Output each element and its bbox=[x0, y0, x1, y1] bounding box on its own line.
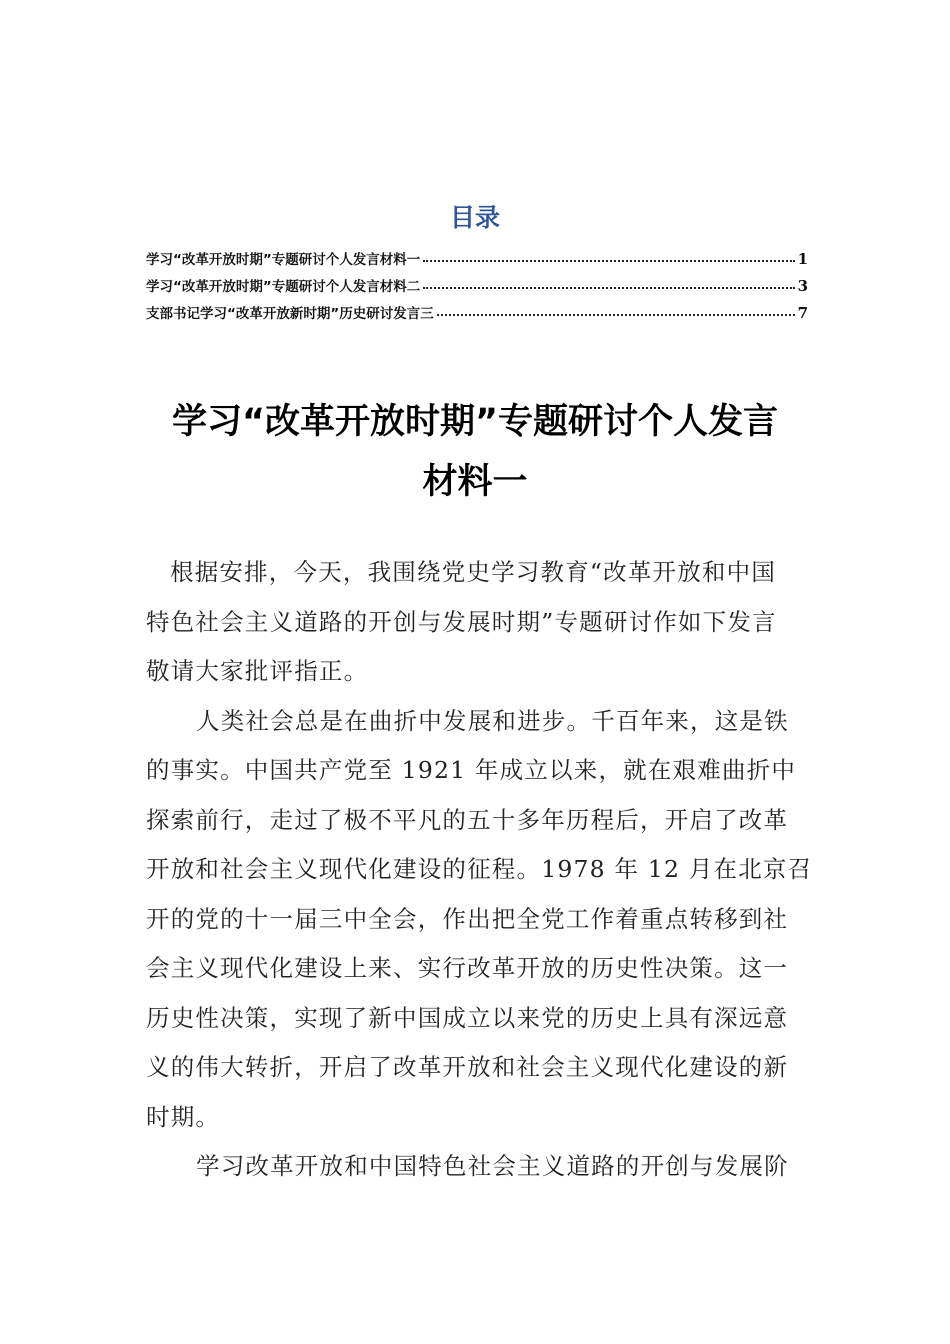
paragraph-line: 敬请大家批评指正。 bbox=[146, 657, 369, 685]
paragraph-line: 根据安排，今天，我围绕党史学习教育“改革开放和中国 bbox=[170, 558, 777, 586]
paragraph-line: 开的党的十一届三中全会，作出把全党工作着重点转移到社 bbox=[146, 904, 789, 933]
toc-entry[interactable] bbox=[146, 273, 808, 300]
toc-entry[interactable] bbox=[146, 300, 808, 327]
body-paragraph bbox=[146, 697, 813, 1143]
paragraph-line: 会主义现代化建设上来、实行改革开放的历史性决策。这一 bbox=[146, 954, 789, 982]
toc-page-number: 7 bbox=[797, 304, 808, 322]
paragraph-line: 特色社会主义道路的开创与发展时期”专题研讨作如下发言 bbox=[146, 607, 777, 636]
toc-entry[interactable] bbox=[146, 246, 808, 273]
body-paragraph bbox=[146, 1142, 808, 1192]
toc-dot-leader bbox=[423, 271, 794, 289]
toc-dot-leader bbox=[423, 244, 794, 262]
paragraph-line: 时期。 bbox=[146, 1102, 221, 1131]
toc-page-number: 3 bbox=[797, 277, 808, 295]
document-title bbox=[120, 392, 830, 512]
paragraph-line: 探索前行，走过了极不平凡的五十多年历程后，开启了改革 bbox=[146, 805, 789, 834]
paragraph-line: 人类社会总是在曲折中发展和进步。千百年来，这是铁 bbox=[196, 706, 789, 735]
toc-entry-text: 学习“改革开放时期”专题研讨个人发言材料二 bbox=[146, 279, 421, 295]
toc-dot-leader bbox=[437, 298, 795, 316]
paragraph-line: 学习改革开放和中国特色社会主义道路的开创与发展阶 bbox=[196, 1152, 789, 1180]
document-title-line: 材料一 bbox=[422, 462, 528, 502]
paragraph-line: 的事实。中国共产党至 1921 年成立以来，就在艰难曲折中 bbox=[146, 756, 797, 784]
table-of-contents bbox=[146, 246, 808, 327]
paragraph-line: 义的伟大转折，开启了改革开放和社会主义现代化建设的新 bbox=[146, 1053, 789, 1081]
toc-page-number: 1 bbox=[797, 250, 808, 268]
toc-title: 目录 bbox=[449, 203, 500, 232]
paragraph-line: 开放和社会主义现代化建设的征程。1978 年 12 月在北京召 bbox=[146, 855, 813, 883]
paragraph-line: 历史性决策，实现了新中国成立以来党的历史上具有深远意 bbox=[146, 1003, 789, 1032]
toc-entry-text: 支部书记学习“改革开放新时期”历史研讨发言三 bbox=[146, 306, 434, 322]
document-body bbox=[146, 548, 813, 1192]
body-paragraph bbox=[146, 548, 808, 697]
document-title-line: 学习“改革开放时期”专题研讨个人发言 bbox=[171, 402, 778, 442]
toc-entry-text: 学习“改革开放时期”专题研讨个人发言材料一 bbox=[146, 252, 421, 268]
